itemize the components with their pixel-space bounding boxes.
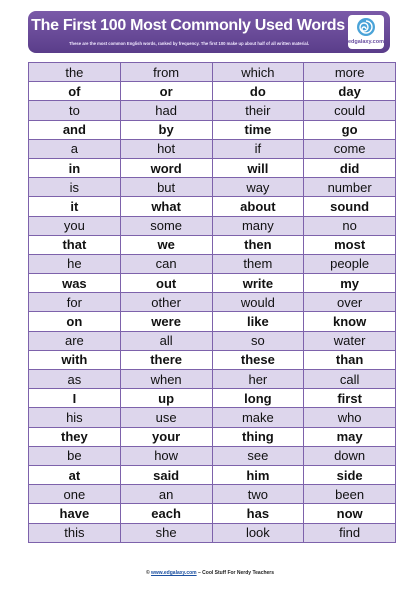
logo-text: edgalaxy.com: [348, 39, 384, 45]
word-cell: was: [29, 274, 121, 293]
word-cell: could: [304, 101, 396, 120]
word-cell: these: [212, 350, 304, 369]
page-subtitle: These are the most common English words, ranked by frequency. The first 100 make up about half of all written material.: [68, 41, 310, 46]
table-row: [29, 331, 396, 350]
word-cell: thing: [212, 427, 304, 446]
word-cell: will: [212, 158, 304, 177]
table-row: [29, 485, 396, 504]
word-cell: other: [120, 293, 212, 312]
word-cell: can: [120, 254, 212, 273]
word-cell: call: [304, 370, 396, 389]
word-cell: some: [120, 216, 212, 235]
word-cell: to: [29, 101, 121, 120]
table-row: [29, 82, 396, 101]
table-row: [29, 465, 396, 484]
word-cell: did: [304, 158, 396, 177]
word-cell: number: [304, 178, 396, 197]
word-cell: time: [212, 120, 304, 139]
footer-tagline: – Cool Stuff For Nerdy Teachers: [198, 570, 275, 576]
table-row: [29, 120, 396, 139]
footer-link[interactable]: www.edgalaxy.com: [151, 570, 197, 576]
word-cell: as: [29, 370, 121, 389]
word-cell: for: [29, 293, 121, 312]
word-cell: of: [29, 82, 121, 101]
table-row: [29, 370, 396, 389]
word-cell: she: [120, 523, 212, 542]
word-cell: my: [304, 274, 396, 293]
word-cell: many: [212, 216, 304, 235]
word-cell: see: [212, 446, 304, 465]
word-cell: now: [304, 504, 396, 523]
word-cell: come: [304, 139, 396, 158]
table-row: [29, 350, 396, 369]
word-cell: use: [120, 408, 212, 427]
word-cell: it: [29, 197, 121, 216]
table-row: [29, 389, 396, 408]
table-row: [29, 274, 396, 293]
word-cell: they: [29, 427, 121, 446]
word-cell: there: [120, 350, 212, 369]
word-cell: one: [29, 485, 121, 504]
word-cell: has: [212, 504, 304, 523]
word-cell: her: [212, 370, 304, 389]
word-cell: no: [304, 216, 396, 235]
table-row: [29, 178, 396, 197]
copyright-symbol: ©: [145, 570, 150, 576]
table-row: [29, 235, 396, 254]
word-cell: write: [212, 274, 304, 293]
word-cell: I: [29, 389, 121, 408]
word-cell: look: [212, 523, 304, 542]
edgalaxy-spiral-logo-icon: [356, 17, 376, 37]
word-cell: him: [212, 465, 304, 484]
word-cell: about: [212, 197, 304, 216]
word-cell: make: [212, 408, 304, 427]
word-cell: their: [212, 101, 304, 120]
word-cell: what: [120, 197, 212, 216]
word-cell: be: [29, 446, 121, 465]
page-header: [28, 11, 390, 53]
word-cell: people: [304, 254, 396, 273]
word-cell: the: [29, 63, 121, 82]
word-cell: with: [29, 350, 121, 369]
word-cell: been: [304, 485, 396, 504]
word-cell: would: [212, 293, 304, 312]
word-cell: hot: [120, 139, 212, 158]
word-cell: are: [29, 331, 121, 350]
word-cell: on: [29, 312, 121, 331]
word-cell: like: [212, 312, 304, 331]
word-cell: word: [120, 158, 212, 177]
table-row: [29, 197, 396, 216]
word-cell: how: [120, 446, 212, 465]
word-cell: you: [29, 216, 121, 235]
word-cell: were: [120, 312, 212, 331]
word-cell: an: [120, 485, 212, 504]
word-cell: have: [29, 504, 121, 523]
word-cell: we: [120, 235, 212, 254]
word-cell: this: [29, 523, 121, 542]
word-cell: he: [29, 254, 121, 273]
word-cell: if: [212, 139, 304, 158]
word-cell: them: [212, 254, 304, 273]
word-cell: find: [304, 523, 396, 542]
page-title: The First 100 Most Commonly Used Words: [31, 17, 345, 34]
word-cell: do: [212, 82, 304, 101]
word-cell: first: [304, 389, 396, 408]
word-cell: said: [120, 465, 212, 484]
word-cell: so: [212, 331, 304, 350]
word-cell: more: [304, 63, 396, 82]
word-cell: all: [120, 331, 212, 350]
table-row: [29, 254, 396, 273]
word-cell: who: [304, 408, 396, 427]
word-cell: may: [304, 427, 396, 446]
word-cell: then: [212, 235, 304, 254]
word-cell: out: [120, 274, 212, 293]
word-table: [28, 62, 396, 543]
word-cell: had: [120, 101, 212, 120]
word-cell: by: [120, 120, 212, 139]
word-cell: at: [29, 465, 121, 484]
word-cell: way: [212, 178, 304, 197]
table-row: [29, 101, 396, 120]
word-cell: most: [304, 235, 396, 254]
word-cell: each: [120, 504, 212, 523]
table-row: [29, 446, 396, 465]
word-cell: up: [120, 389, 212, 408]
table-row: [29, 504, 396, 523]
table-row: [29, 158, 396, 177]
table-row: [29, 216, 396, 235]
word-cell: day: [304, 82, 396, 101]
word-cell: in: [29, 158, 121, 177]
word-cell: water: [304, 331, 396, 350]
word-cell: but: [120, 178, 212, 197]
word-cell: that: [29, 235, 121, 254]
word-cell: down: [304, 446, 396, 465]
word-cell: two: [212, 485, 304, 504]
word-cell: which: [212, 63, 304, 82]
table-row: [29, 293, 396, 312]
table-row: [29, 408, 396, 427]
table-row: [29, 63, 396, 82]
word-cell: know: [304, 312, 396, 331]
table-row: [29, 523, 396, 542]
word-cell: your: [120, 427, 212, 446]
word-cell: than: [304, 350, 396, 369]
word-cell: a: [29, 139, 121, 158]
word-cell: long: [212, 389, 304, 408]
edgalaxy-logo: [348, 15, 384, 49]
word-cell: or: [120, 82, 212, 101]
word-cell: over: [304, 293, 396, 312]
word-cell: from: [120, 63, 212, 82]
table-row: [29, 139, 396, 158]
footer: [0, 570, 420, 576]
word-cell: his: [29, 408, 121, 427]
word-cell: sound: [304, 197, 396, 216]
table-row: [29, 312, 396, 331]
word-cell: and: [29, 120, 121, 139]
word-cell: go: [304, 120, 396, 139]
word-cell: side: [304, 465, 396, 484]
word-cell: is: [29, 178, 121, 197]
table-row: [29, 427, 396, 446]
word-cell: when: [120, 370, 212, 389]
